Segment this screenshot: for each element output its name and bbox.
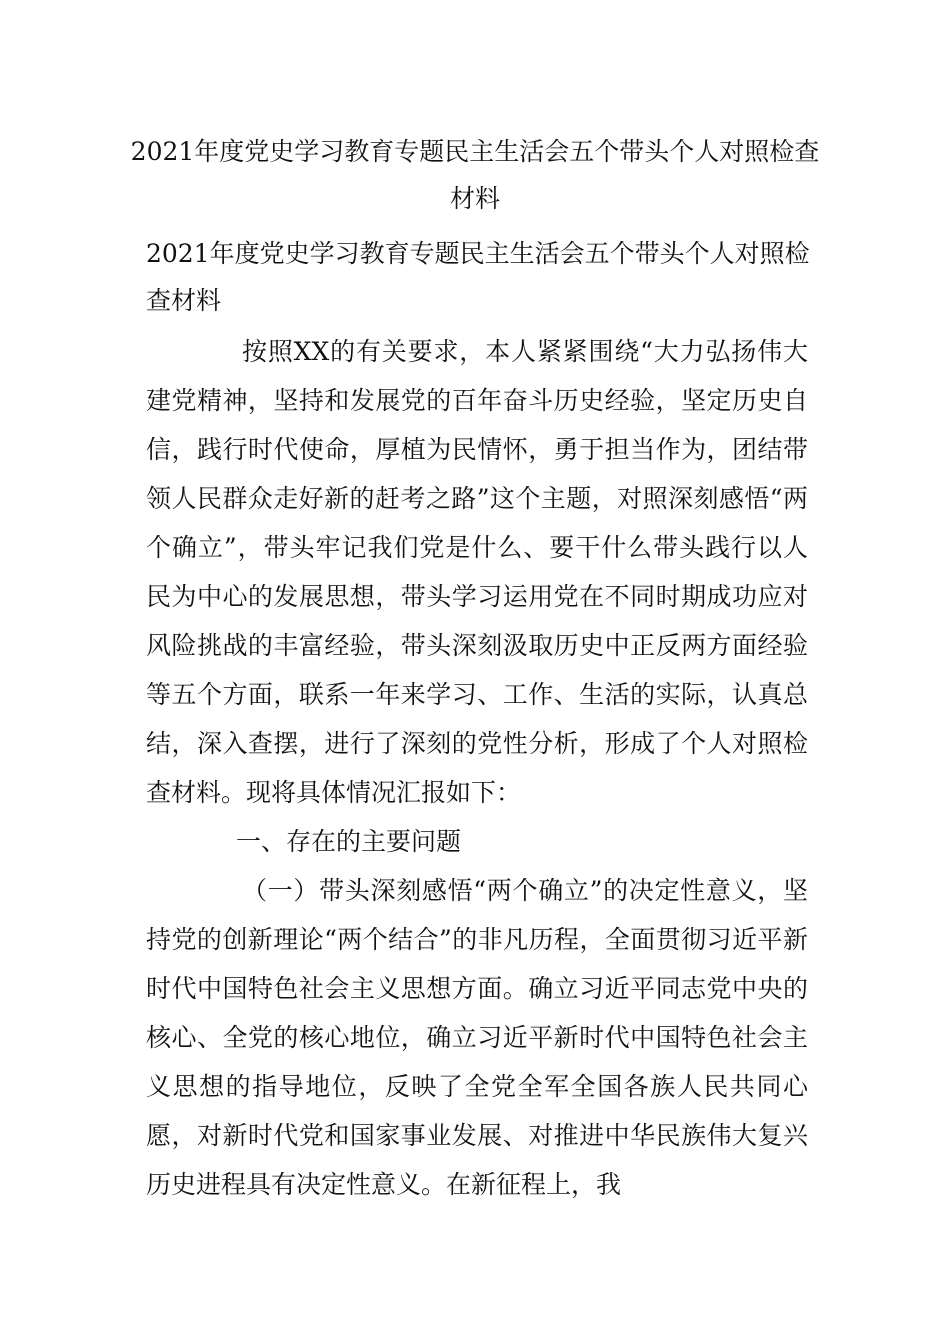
document-title: 2021年度党史学习教育专题民主生活会五个带头个人对照检查材料	[130, 137, 820, 213]
subsection-paragraph: （一）带头深刻感悟“两个确立”的决定性意义，坚持党的创新理论“两个结合”的非凡历程，全面贯彻习近平新时代中国特色社会主义思想方面。确立习近平同志党中央的核心、全党的核心地位，确立习近平新时代中国特色社会主义思想的指导地位，反映了全党全军全国各族人民共同心愿，对新时代党和国家事业发展、对推进中华民族伟大复兴历史进程具有决定性意义。在新征程上，我	[146, 876, 808, 1199]
document-subtitle: 2021年度党史学习教育专题民主生活会五个带头个人对照检查材料	[146, 239, 810, 315]
document-body	[146, 327, 808, 1209]
intro-paragraph: 按照XX的有关要求，本人紧紧围绕“大力弘扬伟大建党精神，坚持和发展党的百年奋斗历史经验，坚定历史自信，践行时代使命，厚植为民情怀，勇于担当作为，团结带领人民群众走好新的赶考之路”这个主题，对照深刻感悟“两个确立”，带头牢记我们党是什么、要干什么带头践行以人民为中心的发展思想，带头学习运用党在不同时期成功应对风险挑战的丰富经验，带头深刻汲取历史中正反两方面经验等五个方面，联系一年来学习、工作、生活的实际，认真总结，深入查摆，进行了深刻的党性分析，形成了个人对照检查材料。现将具体情况汇报如下：	[146, 337, 808, 807]
section-heading: 一、存在的主要问题	[236, 827, 462, 856]
